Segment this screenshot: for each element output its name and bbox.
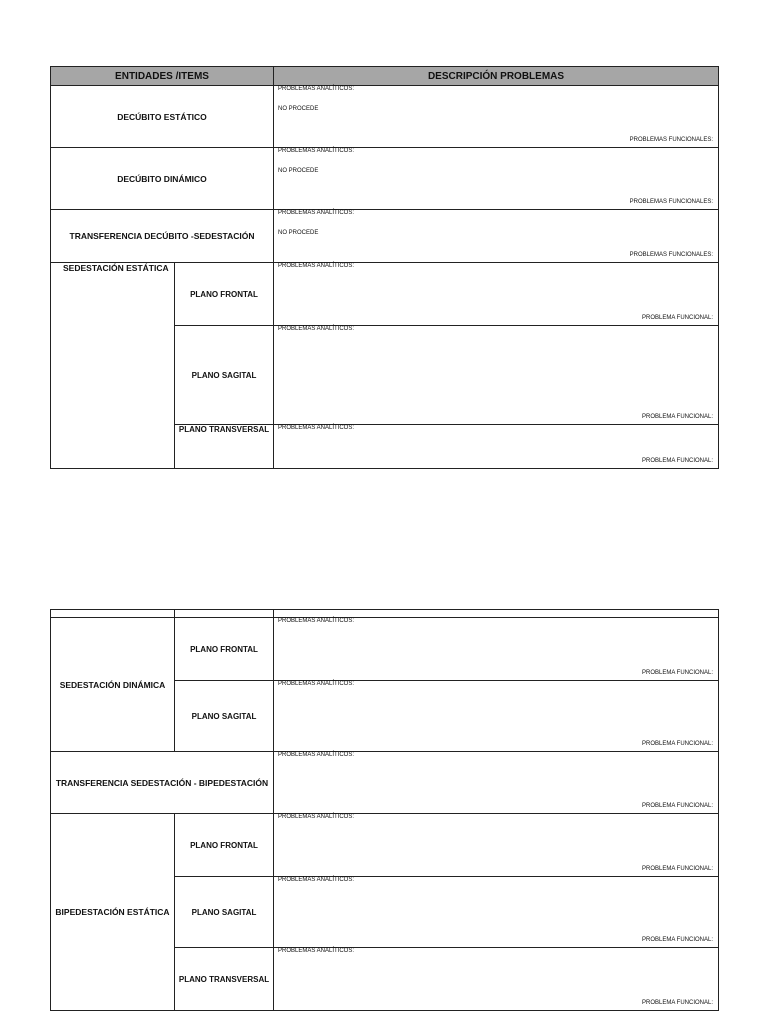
functional-problem-label: PROBLEMA FUNCIONAL: [641, 458, 713, 464]
entity-transferencia-sedestacion: TRANSFERENCIA SEDESTACIÓN - BIPEDESTACIÓN [51, 752, 274, 814]
plane-transversal: PLANO TRANSVERSAL [175, 948, 274, 1011]
evaluation-table-1 [50, 66, 719, 469]
plane-sagital: PLANO SAGITAL [175, 877, 274, 948]
plane-frontal: PLANO FRONTAL [175, 263, 274, 326]
description-cell[interactable] [274, 681, 719, 752]
description-cell[interactable] [274, 814, 719, 877]
description-cell[interactable] [274, 618, 719, 681]
functional-problems-label: PROBLEMAS FUNCIONALES: [629, 252, 713, 258]
evaluation-table-2 [50, 609, 719, 1011]
no-procede-text: NO PROCEDE [278, 230, 319, 236]
analytic-problems-label: PROBLEMAS ANALÍTICOS: [278, 877, 355, 883]
functional-problem-label: PROBLEMA FUNCIONAL: [641, 315, 713, 321]
entity-bipedestacion-estatica: BIPEDESTACIÓN ESTÁTICA [51, 814, 175, 1011]
functional-problem-label: PROBLEMA FUNCIONAL: [641, 741, 713, 747]
analytic-problems-label: PROBLEMAS ANALÍTICOS: [278, 86, 355, 92]
functional-problem-label: PROBLEMA FUNCIONAL: [641, 866, 713, 872]
description-cell[interactable] [274, 210, 719, 263]
analytic-problems-label: PROBLEMAS ANALÍTICOS: [278, 752, 355, 758]
entity-decubito-estatico: DECÚBITO ESTÁTICO [51, 86, 274, 148]
analytic-problems-label: PROBLEMAS ANALÍTICOS: [278, 326, 355, 332]
functional-problem-label: PROBLEMA FUNCIONAL: [641, 1000, 713, 1006]
analytic-problems-label: PROBLEMAS ANALÍTICOS: [278, 681, 355, 687]
functional-problems-label: PROBLEMAS FUNCIONALES: [629, 137, 713, 143]
no-procede-text: NO PROCEDE [278, 168, 319, 174]
entity-decubito-dinamico: DECÚBITO DINÁMICO [51, 148, 274, 210]
description-cell[interactable] [274, 148, 719, 210]
description-cell[interactable] [274, 425, 719, 469]
entity-sedestacion-estatica: SEDESTACIÓN ESTÁTICA [51, 263, 175, 469]
description-cell[interactable] [274, 948, 719, 1011]
description-cell[interactable] [274, 877, 719, 948]
analytic-problems-label: PROBLEMAS ANALÍTICOS: [278, 814, 355, 820]
header-entities: ENTIDADES /ITEMS [51, 67, 274, 86]
plane-transversal: PLANO TRANSVERSAL [175, 425, 274, 469]
analytic-problems-label: PROBLEMAS ANALÍTICOS: [278, 618, 355, 624]
analytic-problems-label: PROBLEMAS ANALÍTICOS: [278, 210, 355, 216]
description-cell[interactable] [274, 263, 719, 326]
analytic-problems-label: PROBLEMAS ANALÍTICOS: [278, 948, 355, 954]
description-cell[interactable] [274, 86, 719, 148]
analytic-problems-label: PROBLEMAS ANALÍTICOS: [278, 263, 355, 269]
blank-cell [175, 610, 274, 618]
plane-frontal: PLANO FRONTAL [175, 618, 274, 681]
functional-problem-label: PROBLEMA FUNCIONAL: [641, 803, 713, 809]
plane-frontal: PLANO FRONTAL [175, 814, 274, 877]
blank-cell [51, 610, 175, 618]
plane-sagital: PLANO SAGITAL [175, 681, 274, 752]
entity-transferencia-decubito: TRANSFERENCIA DECÚBITO -SEDESTACIÓN [51, 210, 274, 263]
analytic-problems-label: PROBLEMAS ANALÍTICOS: [278, 425, 355, 431]
plane-sagital: PLANO SAGITAL [175, 326, 274, 425]
blank-cell [274, 610, 719, 618]
no-procede-text: NO PROCEDE [278, 106, 319, 112]
description-cell[interactable] [274, 752, 719, 814]
entity-sedestacion-dinamica: SEDESTACIÓN DINÁMICA [51, 618, 175, 752]
header-description: DESCRIPCIÓN PROBLEMAS [274, 67, 719, 86]
functional-problem-label: PROBLEMA FUNCIONAL: [641, 670, 713, 676]
functional-problems-label: PROBLEMAS FUNCIONALES: [629, 199, 713, 205]
functional-problem-label: PROBLEMA FUNCIONAL: [641, 414, 713, 420]
functional-problem-label: PROBLEMA FUNCIONAL: [641, 937, 713, 943]
analytic-problems-label: PROBLEMAS ANALÍTICOS: [278, 148, 355, 154]
description-cell[interactable] [274, 326, 719, 425]
